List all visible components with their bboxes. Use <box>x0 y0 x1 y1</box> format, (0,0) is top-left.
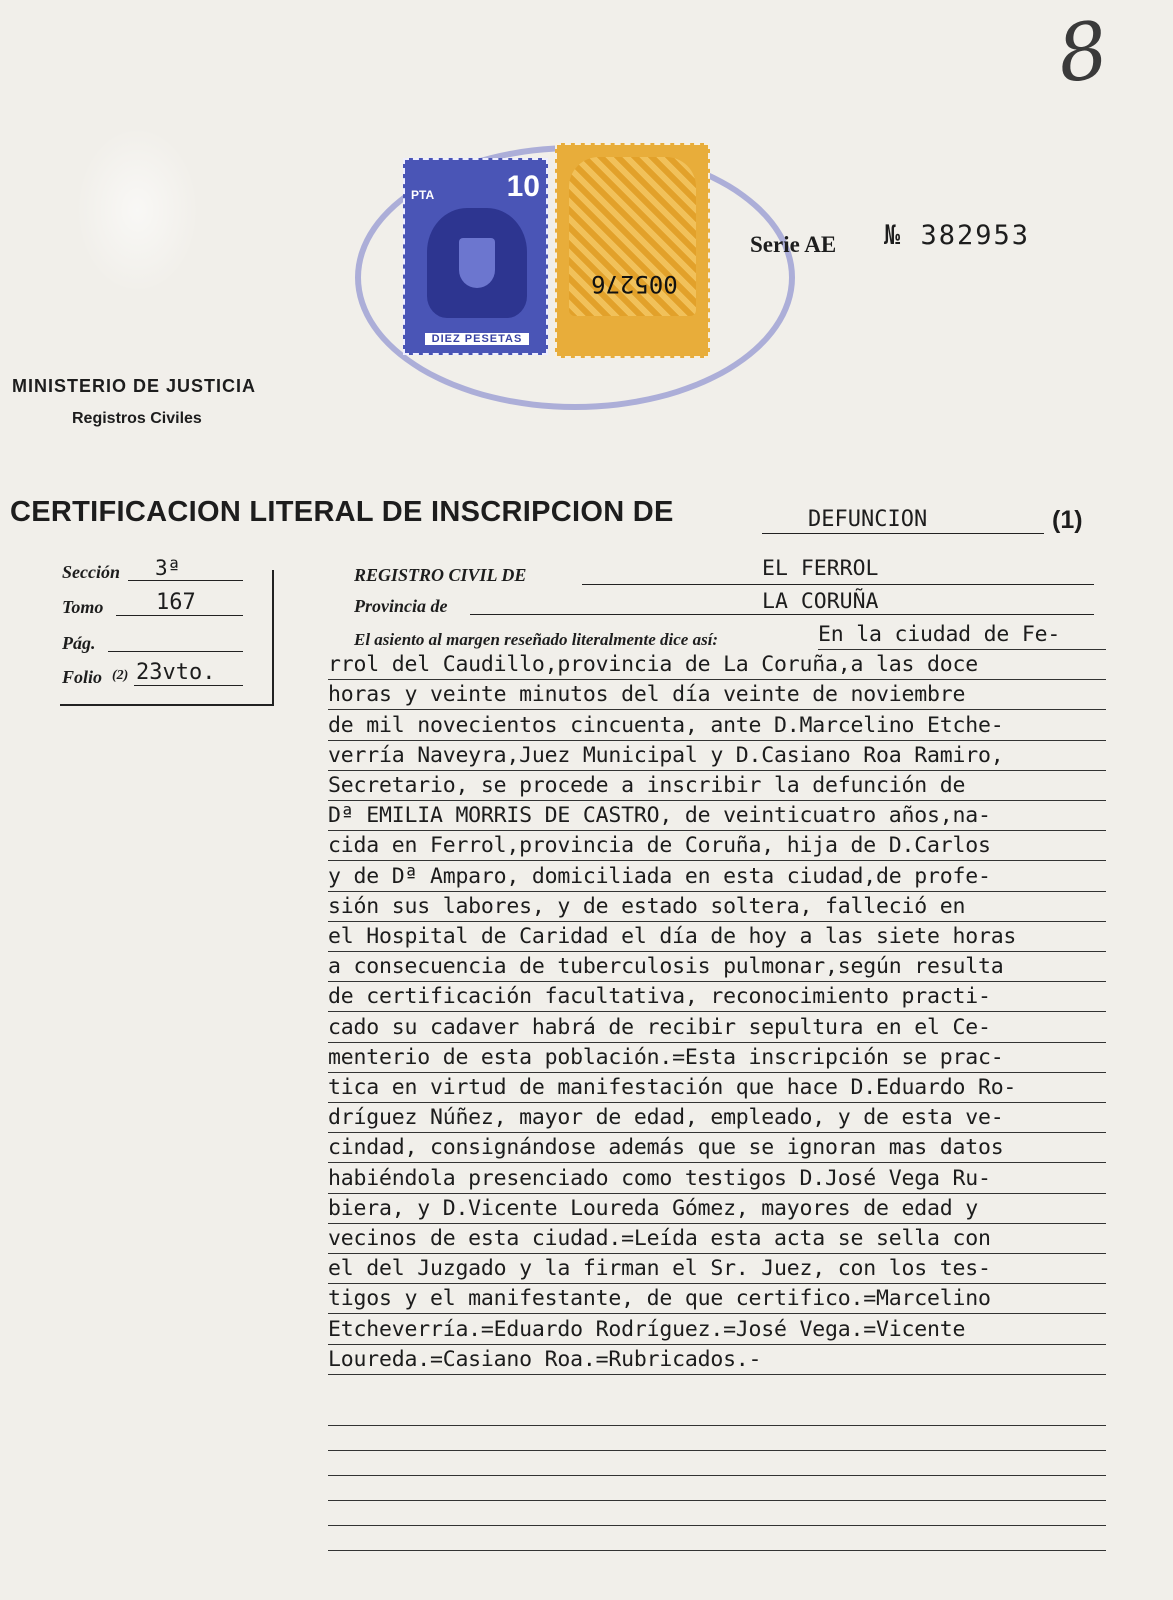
ruled-line <box>328 679 1106 680</box>
provincia-line <box>470 614 1094 615</box>
body-line-text: Etcheverría.=Eduardo Rodríguez.=José Vega.=Vicente <box>328 1316 966 1342</box>
body-line-text: Loureda.=Casiano Roa.=Rubricados.- <box>328 1346 762 1372</box>
ruled-line <box>328 1132 1106 1133</box>
registro-label: REGISTRO CIVIL DE <box>354 565 527 585</box>
body-line-text: habiéndola presenciado como testigos D.José Vega Ru- <box>328 1165 991 1191</box>
ruled-line <box>328 1102 1106 1103</box>
seccion-value: 3ª <box>155 556 181 580</box>
handwritten-page-mark: 8 <box>1051 4 1114 102</box>
seccion-label: Sección <box>62 562 120 582</box>
body-line-text: y de Dª Amparo, domiciliada en esta ciudad,de profe- <box>328 863 991 889</box>
tomo-label: Tomo <box>62 597 104 617</box>
title-value: DEFUNCION <box>808 507 928 532</box>
ruled-line <box>328 1344 1106 1345</box>
embossed-seal <box>75 125 200 295</box>
ruled-line <box>328 1162 1106 1163</box>
ruled-line <box>328 1374 1106 1375</box>
body-line-text: cindad, consignándose además que se ignoran mas datos <box>328 1135 1004 1161</box>
body-line-text: vecinos de esta ciudad.=Leída esta acta se sella con <box>328 1226 991 1251</box>
body-line-text: Secretario, se procede a inscribir la defunción de <box>328 773 966 798</box>
asiento-label: El asiento al margen reseñado literalmente dice así: <box>354 630 719 649</box>
ruled-line <box>328 800 1106 801</box>
registro-line <box>582 584 1094 585</box>
ruled-line <box>818 649 1106 650</box>
body-line-text: dríguez Núñez, mayor de edad, empleado, y de esta ve- <box>328 1105 1004 1131</box>
body-line-text: cida en Ferrol,provincia de Coruña, hija de D.Carlos <box>328 833 991 859</box>
folio-label: Folio <box>62 667 103 687</box>
ruled-line <box>328 740 1106 741</box>
body-line-text: cado su cadaver habrá de recibir sepultura en el Ce- <box>328 1014 991 1040</box>
body-line-text: verría Naveyra,Juez Municipal y D.Casiano Roa Ramiro, <box>328 742 1004 768</box>
ruled-line <box>328 981 1106 982</box>
ruled-line <box>328 1223 1106 1224</box>
ruled-line <box>328 1011 1106 1012</box>
tomo-value: 167 <box>156 590 196 615</box>
ruled-line <box>328 1193 1106 1194</box>
empty-ruled-line <box>328 1550 1106 1551</box>
ministry-department: Registros Civiles <box>72 410 202 427</box>
ruled-line <box>328 1253 1106 1254</box>
ruled-line <box>328 1313 1106 1314</box>
faint-footnotes <box>0 1408 1173 1538</box>
serie-label: Serie AE <box>750 232 837 257</box>
coat-of-arms-icon <box>427 208 527 318</box>
ruled-line <box>328 1072 1106 1073</box>
body-line-text: horas y veinte minutos del día veinte de noviembre <box>328 682 966 708</box>
folio-line <box>134 685 243 686</box>
tomo-line <box>116 615 243 616</box>
stamp-number: 005276 <box>591 270 678 298</box>
body-line-text: En la ciudad de Fe- <box>818 622 1061 647</box>
body-line-text: tigos y el manifestante, de que certifico.=Marcelino <box>328 1286 991 1312</box>
stamp-legend: DIEZ PESETAS <box>425 333 529 345</box>
fiscal-stamp-yellow <box>555 143 710 358</box>
body-line-text: Dª EMILIA MORRIS DE CASTRO, de veinticuatro años,na- <box>328 803 991 829</box>
body-line-text: a consecuencia de tuberculosis pulmonar,según resulta <box>328 954 1004 980</box>
body-line-text: biera, y D.Vicente Loureda Gómez, mayores de edad y <box>328 1195 978 1221</box>
title-underline <box>762 533 1044 534</box>
certificate-number: № 382953 <box>884 220 1031 251</box>
ruled-line <box>328 951 1106 952</box>
ruled-line <box>328 921 1106 922</box>
stamp-value: 10 <box>506 170 540 203</box>
body-line-text: de certificación facultativa, reconocimiento practi- <box>328 984 991 1010</box>
body-line-text: tica en virtud de manifestación que hace D.Eduardo Ro- <box>328 1075 1017 1100</box>
ruled-line <box>328 891 1106 892</box>
provincia-value: LA CORUÑA <box>762 589 879 614</box>
body-line-text: el del Juzgado y la firman el Sr. Juez, con los tes- <box>328 1256 991 1282</box>
title-footnote-ref: (1) <box>1052 506 1083 534</box>
folio-note: (2) <box>112 668 129 683</box>
pag-line <box>108 651 243 652</box>
pag-label: Pág. <box>62 633 96 653</box>
stamp-currency: PTA <box>411 188 435 202</box>
fiscal-stamp-blue <box>403 158 548 355</box>
body-line-text: rrol del Caudillo,provincia de La Coruña,a las doce <box>328 652 978 678</box>
body-line-text: sión sus labores, y de estado soltera, falleció en <box>328 893 966 919</box>
folio-value: 23vto. <box>136 660 216 685</box>
document-title: CERTIFICACION LITERAL DE INSCRIPCION DE <box>10 496 674 528</box>
ruled-line <box>328 830 1106 831</box>
ruled-line <box>328 709 1106 710</box>
ruled-line <box>328 860 1106 861</box>
ruled-line <box>328 770 1106 771</box>
body-line-text: menterio de esta población.=Esta inscripción se prac- <box>328 1044 1004 1070</box>
provincia-label: Provincia de <box>354 596 448 616</box>
ministry-name: MINISTERIO DE JUSTICIA <box>12 376 257 396</box>
ruled-line <box>328 1283 1106 1284</box>
registro-value: EL FERROL <box>762 556 879 581</box>
ruled-line <box>328 1042 1106 1043</box>
seccion-line <box>128 580 243 581</box>
body-line-text: el Hospital de Caridad el día de hoy a las siete horas <box>328 924 1017 949</box>
body-line-text: de mil novecientos cincuenta, ante D.Marcelino Etche- <box>328 712 1004 738</box>
